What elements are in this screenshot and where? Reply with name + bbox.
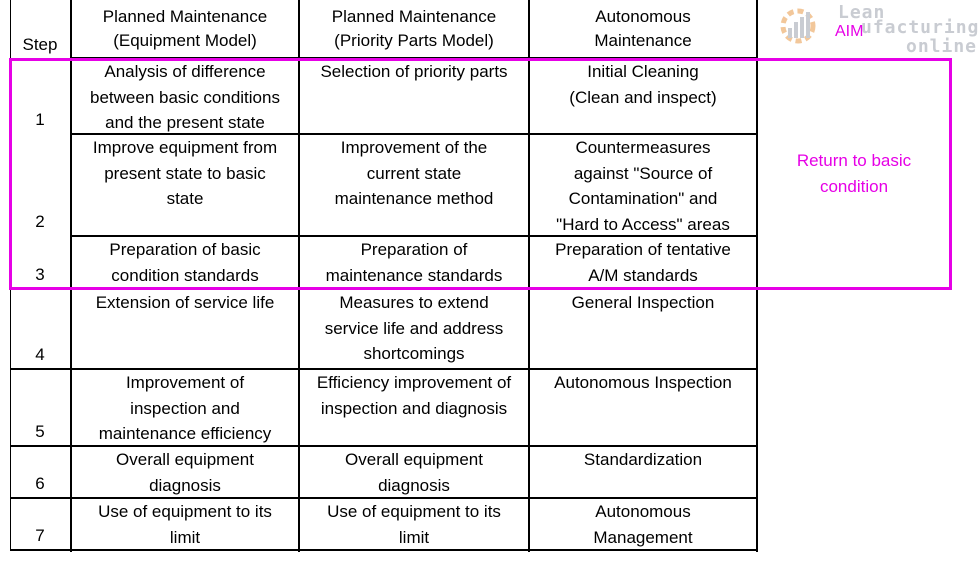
cell-priority-parts-model: Improvement of the current state maintenance method (334, 138, 494, 208)
step-number: 3 (35, 264, 45, 284)
cell-equipment-model: Analysis of difference between basic conditions and the present state (90, 62, 280, 132)
cell-priority-parts-model: Preparation of maintenance standards (325, 240, 503, 285)
cell-autonomous-maintenance: Standardization (583, 450, 703, 469)
header-autonomous-maintenance: Autonomous Maintenance (594, 7, 692, 50)
cell-autonomous-maintenance: Autonomous Management (593, 502, 693, 547)
gear-chart-icon (776, 2, 820, 50)
cell-autonomous-maintenance: Initial Cleaning (Clean and inspect) (569, 62, 717, 107)
cell-priority-parts-model: Measures to extend service life and address shortcomings (324, 293, 504, 363)
cell-autonomous-maintenance: General Inspection (571, 293, 715, 312)
cell-priority-parts-model: Efficiency improvement of inspection and diagnosis (316, 373, 512, 418)
watermark-line2: ufacturing (861, 17, 979, 38)
watermark-line1: Lean (838, 2, 886, 23)
cell-priority-parts-model: Overall equipment diagnosis (345, 450, 483, 495)
cell-autonomous-maintenance: Autonomous Inspection (554, 373, 732, 392)
cell-equipment-model: Overall equipment diagnosis (116, 450, 254, 495)
cell-autonomous-maintenance: Preparation of tentative A/M standards (555, 240, 731, 285)
step-number: 1 (35, 109, 45, 129)
header-step: Step (22, 34, 58, 54)
cell-priority-parts-model: Use of equipment to its limit (327, 502, 501, 547)
step-number: 4 (35, 344, 45, 364)
cell-equipment-model: Improvement of inspection and maintenance efficiency (98, 373, 272, 443)
cell-equipment-model: Improve equipment from present state to basic state (92, 138, 278, 208)
step-number: 6 (35, 473, 45, 493)
header-priority-parts-model: Planned Maintenance (Priority Parts Model) (331, 7, 497, 50)
cell-equipment-model: Use of equipment to its limit (98, 502, 272, 547)
cell-equipment-model: Preparation of basic condition standards (109, 240, 261, 285)
aim-text: Return to basic condition (796, 151, 912, 196)
step-number: 2 (35, 211, 45, 231)
header-equipment-model: Planned Maintenance (Equipment Model) (102, 7, 268, 50)
step-number: 5 (35, 421, 45, 441)
watermark-logo (776, 0, 979, 58)
watermark-line3: online (906, 36, 978, 57)
cell-autonomous-maintenance: Countermeasures against "Source of Contamination" and "Hard to Access" areas (556, 138, 730, 234)
aim-label: AIM (835, 23, 864, 40)
step-number: 7 (35, 525, 45, 545)
cell-priority-parts-model: Selection of priority parts (320, 62, 508, 81)
cell-equipment-model: Extension of service life (95, 293, 275, 312)
